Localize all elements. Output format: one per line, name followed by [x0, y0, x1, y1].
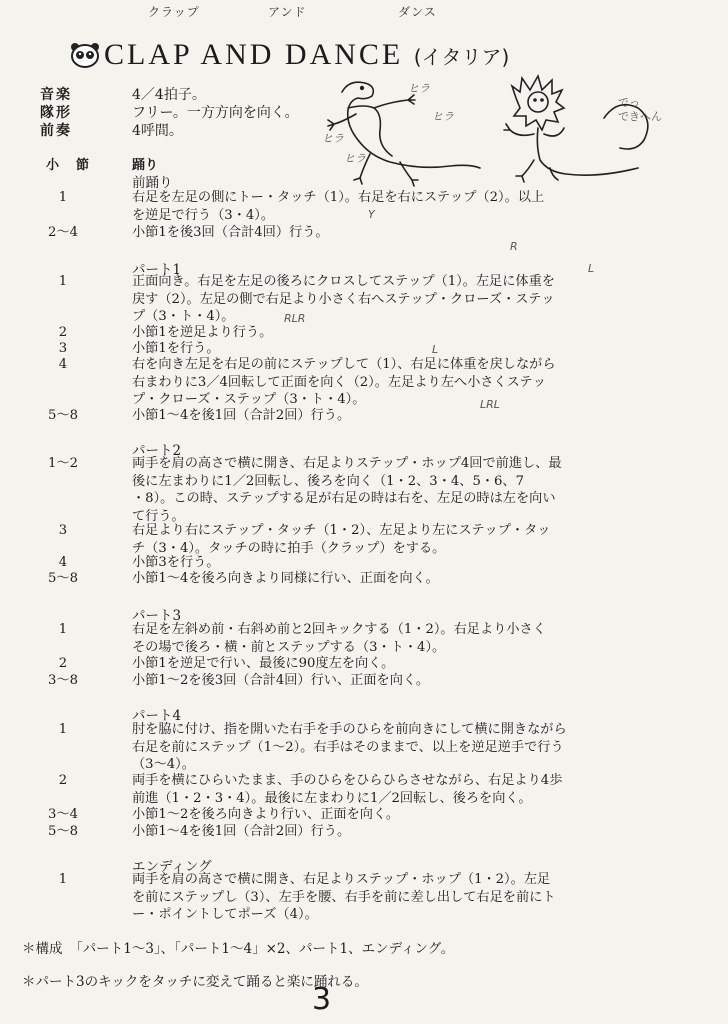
annotation-l: L [588, 262, 595, 275]
title-text: CLAP AND DANCE [104, 38, 404, 71]
sfx-text: ヒラ [344, 152, 366, 165]
measure-number: 5～8 [48, 824, 78, 839]
measure-number: 3～4 [48, 807, 78, 822]
measure-number: 1 [58, 872, 68, 887]
measure-number: 2 [58, 656, 68, 671]
step-description: 右足を左足の側にトー・タッチ（1）。右足を右にステップ（2）。以上 を逆足で行う（3・4）。 [132, 190, 545, 223]
step-description: 両手を肩の高さで横に開き、右足よりステップ・ホップ（1・2）。左足 を前にステップし（3）、左手を腰、右手を前に差し出して右足を前にト ー・ポイントしてポーズ（4）。 [132, 872, 556, 922]
frilled-lizard-illustration-right [488, 68, 658, 188]
annotation-y: Y [368, 208, 375, 221]
note-composition: ＊構成 「パート1～3」、「パート1～4」×2、パート1、エンディング。 [22, 941, 455, 957]
measure-number: 1～2 [48, 456, 78, 471]
meta-value: 4／4拍子。 [132, 87, 206, 103]
header-measure: 小 節 [46, 158, 92, 173]
section-title: パート2 [132, 443, 182, 459]
header-dance: 踊り [132, 158, 159, 173]
title-ruby-and: アンド [268, 5, 307, 19]
section-title: パート3 [132, 608, 182, 624]
step-description: 小節1～2を後3回（合計4回）行い、正面を向く。 [132, 673, 430, 688]
step-description: 右足より右にステップ・タッチ（1・2）、左足より左にステップ・タッ チ（3・4）。タッチの時に拍手（クラップ）をする。 [132, 523, 551, 556]
step-description: 小節1を逆足より行う。 [132, 325, 273, 340]
section-title: パート1 [132, 262, 182, 278]
measure-number: 1 [58, 190, 68, 205]
meta-intro [40, 123, 183, 140]
step-description: 両手を横にひらいたまま、手のひらをひらひらさせながら、右足より4歩 前進（1・2・3・4）。最後に左まわりに1／2回転し、後ろを向く。 [132, 773, 563, 806]
measure-number: 1 [58, 274, 68, 289]
annotation-l: L [432, 343, 439, 356]
measure-number: 5～8 [48, 571, 78, 586]
sfx-text: ヒラ [322, 132, 344, 145]
measure-number: 2～4 [48, 225, 78, 240]
step-description: 小節1を行う。 [132, 341, 220, 356]
meta-formation [40, 105, 299, 122]
lizard-illustration-left [320, 70, 490, 190]
sfx-text: ヒラ [432, 110, 454, 123]
meta-label: 前奏 [40, 123, 72, 139]
measure-number: 4 [58, 357, 68, 372]
sfx-text: ヒラ [408, 82, 430, 95]
meta-value: フリー。一方方向を向く。 [132, 105, 299, 121]
step-description: 小節1～4を後1回（合計2回）行う。 [132, 408, 351, 423]
annotation-r: R [510, 240, 518, 253]
meta-label: 隊形 [40, 105, 72, 121]
step-description: 両手を肩の高さで横に開き、右足よりステップ・ホップ4回で前進し、最 後に左まわりに1／2回転し、後ろを向く（1・2、3・4、5・6、7 ・8）。この時、ステップする足が右足の時は右を、左足の時は左を向い て行う。 [132, 456, 562, 524]
step-description: 小節1～2を後ろ向きより行い、正面を向く。 [132, 807, 400, 822]
step-description: 小節1～4を後ろ向きより同様に行い、正面を向く。 [132, 571, 439, 586]
step-description: 右足を左斜め前・右斜め前と2回キックする（1・2）。右足より小さく その場で後ろ・横・前とステップする（3・ト・4）。 [132, 622, 546, 655]
measure-number: 2 [58, 325, 68, 340]
step-description: 小節1を逆足で行い、最後に90度左を向く。 [132, 656, 395, 671]
measure-number: 3～8 [48, 673, 78, 688]
title-country: (イタリア) [413, 45, 510, 69]
step-description: 右を向き左足を右足の前にステップして（1）、右足に体重を戻しながら 右まわりに3／4回転して正面を向く（2）。左足より左へ小さくステッ プ・クローズ・ステップ（3・ト・4）。 [132, 357, 556, 407]
measure-number: 3 [58, 341, 68, 356]
measure-number: 1 [58, 722, 68, 737]
speech-bubble-text: でっ できへん [618, 96, 662, 123]
measure-number: 4 [58, 555, 68, 570]
measure-number: 2 [58, 773, 68, 788]
step-description: 小節1を後3回（合計4回）行う。 [132, 225, 329, 240]
measure-number: 5～8 [48, 408, 78, 423]
meta-music [40, 87, 206, 104]
step-description: 小節1～4を後1回（合計2回）行う。 [132, 824, 351, 839]
step-description: 小節3を行う。 [132, 555, 220, 570]
measure-number: 3 [58, 523, 68, 538]
meta-value: 4呼間。 [132, 123, 183, 139]
meta-label: 音楽 [40, 87, 72, 103]
step-description: 肘を脇に付け、指を開いた右手を手のひらを前向きにして横に開きながら 右足を前にステップ（1～2）。右手はそのままで、以上を逆足逆手で行う （3～4）。 [132, 722, 567, 772]
note-tip: ＊パート3のキックをタッチに変えて踊ると楽に踊れる。 [22, 974, 368, 990]
section-title: パート4 [132, 708, 182, 724]
page-title [104, 38, 509, 72]
step-description: 正面向き。右足を左足の後ろにクロスしてステップ（1）。左足に体重を 戻す（2）。左足の側で右足より小さく右へステップ・クローズ・ステッ プ（3・ト・4）。 [132, 274, 555, 324]
annotation-lrl: LRL [480, 398, 500, 411]
annotation-rlr: RLR [284, 312, 306, 325]
title-ruby-dance: ダンス [398, 5, 437, 19]
title-ruby-clap: クラップ [148, 5, 200, 19]
section-title: エンディング [132, 859, 212, 875]
measure-number: 1 [58, 622, 68, 637]
bear-face-icon [70, 42, 100, 68]
section-title: 前踊り [132, 175, 173, 191]
page-number: 3 [312, 982, 332, 1017]
